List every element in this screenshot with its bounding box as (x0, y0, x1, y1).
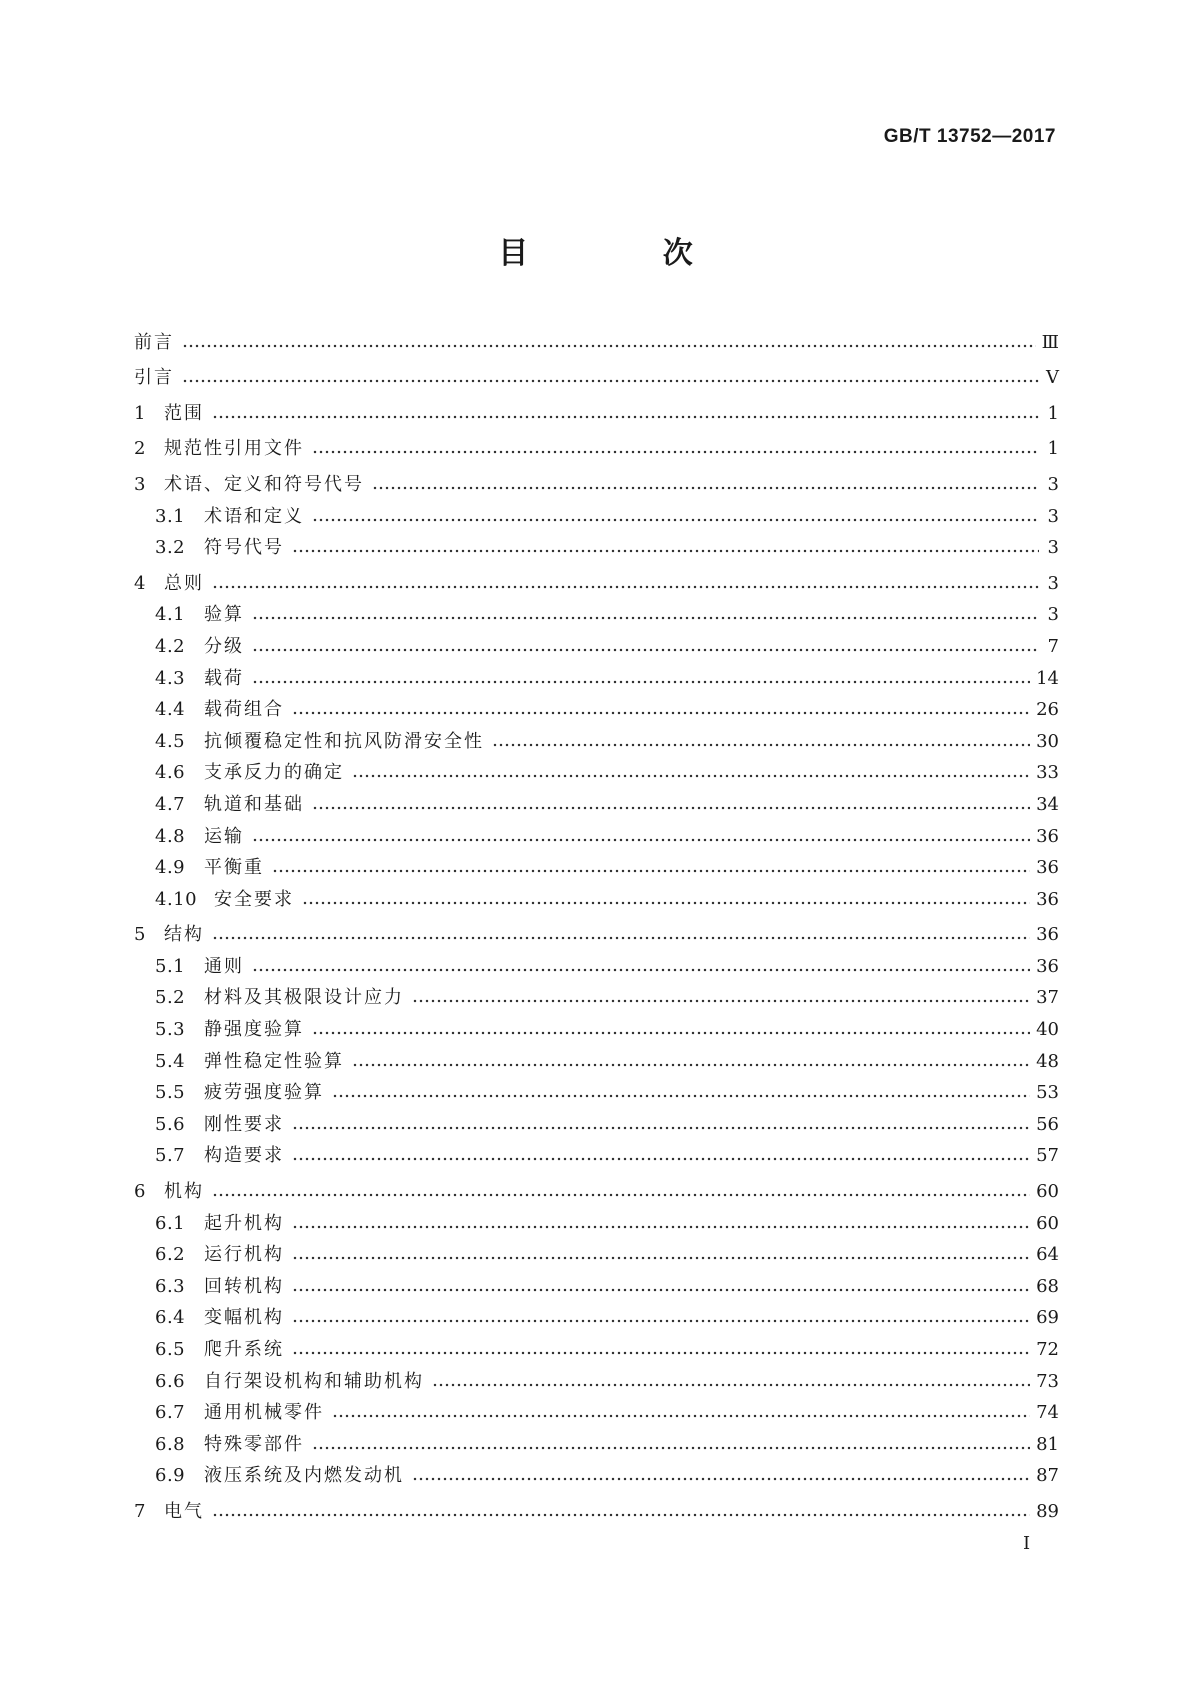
toc-entry-number: 6.4 (155, 1307, 186, 1329)
toc-entry-number: 5 (134, 924, 146, 946)
toc-entry[interactable] (134, 1298, 1059, 1330)
toc-entry-number: 4.8 (155, 825, 186, 847)
toc-entry[interactable] (134, 1136, 1059, 1168)
toc-entry-label: 分级 (204, 635, 244, 657)
toc-entry-number: 4.5 (155, 730, 186, 752)
dot-leader (212, 413, 1039, 421)
dot-leader (312, 804, 1030, 812)
dot-leader (272, 867, 1030, 875)
dot-leader (292, 1317, 1030, 1325)
toc-entry-number: 5.7 (155, 1145, 186, 1167)
page-title: 目 次 (498, 236, 755, 271)
toc-entry-label: 通用机械零件 (204, 1402, 324, 1424)
toc-entry[interactable] (134, 879, 1059, 911)
toc-entry[interactable] (134, 1491, 1059, 1523)
toc-entry-label: 材料及其极限设计应力 (204, 987, 404, 1009)
toc-entry-page: 64 (1036, 1244, 1059, 1266)
toc-entry-number: 3.2 (155, 537, 186, 559)
dot-leader (212, 583, 1039, 591)
toc-entry[interactable] (134, 1203, 1059, 1235)
toc-entry-page: 69 (1036, 1307, 1059, 1329)
table-of-contents (134, 322, 1059, 1523)
toc-entry-label: 液压系统及内燃发动机 (204, 1465, 404, 1487)
dot-leader (252, 836, 1030, 844)
toc-entry-page: 36 (1036, 924, 1059, 946)
toc-entry-label: 术语、定义和符号代号 (164, 473, 364, 495)
dot-leader (182, 377, 1039, 385)
toc-entry-page: 57 (1036, 1145, 1059, 1167)
toc-entry-label: 弹性稳定性验算 (204, 1050, 344, 1072)
toc-entry-page: 26 (1036, 699, 1059, 721)
toc-entry-page: 60 (1036, 1181, 1059, 1203)
dot-leader (252, 646, 1039, 654)
toc-entry-page: 36 (1036, 857, 1059, 879)
dot-leader (292, 1223, 1030, 1231)
toc-entry-label: 载荷 (204, 667, 244, 689)
toc-entry-label: 轨道和基础 (204, 793, 304, 815)
toc-entry-label: 变幅机构 (204, 1307, 284, 1329)
dot-leader (292, 1254, 1030, 1262)
toc-entry[interactable] (134, 1073, 1059, 1105)
dot-leader (312, 448, 1039, 456)
toc-entry-page: 33 (1036, 762, 1059, 784)
dot-leader (302, 899, 1030, 907)
dot-leader (292, 1124, 1030, 1132)
toc-entry-label: 符号代号 (204, 537, 284, 559)
toc-entry-label: 验算 (204, 604, 244, 626)
toc-entry-number: 6.8 (155, 1433, 186, 1455)
toc-entry-label: 疲劳强度验算 (204, 1082, 324, 1104)
toc-entry-number: 4.10 (155, 888, 198, 910)
dot-leader (212, 934, 1030, 942)
toc-entry-number: 2 (134, 438, 146, 460)
toc-entry-page: 53 (1036, 1082, 1059, 1104)
dot-leader (252, 614, 1039, 622)
toc-entry-number: 6.3 (155, 1275, 186, 1297)
toc-entry-page: 1 (1047, 402, 1059, 424)
toc-entry-page: 3 (1047, 473, 1059, 495)
toc-entry-page: 1 (1047, 438, 1059, 460)
toc-entry-label: 平衡重 (204, 857, 264, 879)
toc-entry-page: Ⅲ (1041, 331, 1059, 353)
toc-entry[interactable] (134, 946, 1059, 978)
toc-entry-number: 6.7 (155, 1402, 186, 1424)
page-number: I (1023, 1533, 1031, 1554)
toc-entry-number: 6.9 (155, 1465, 186, 1487)
toc-entry-number: 3 (134, 473, 146, 495)
dot-leader (292, 1155, 1030, 1163)
dot-leader (252, 966, 1030, 974)
toc-entry[interactable] (134, 464, 1059, 496)
dot-leader (412, 997, 1030, 1005)
dot-leader (292, 1286, 1030, 1294)
toc-entry-page: 81 (1036, 1433, 1059, 1455)
dot-leader (412, 1475, 1030, 1483)
toc-entry-label: 刚性要求 (204, 1113, 284, 1135)
toc-entry-number: 6.1 (155, 1212, 186, 1234)
toc-entry-number: 4.6 (155, 762, 186, 784)
toc-entry-page: 30 (1036, 730, 1059, 752)
toc-entry[interactable] (134, 658, 1059, 690)
toc-entry-page: 36 (1036, 888, 1059, 910)
toc-entry[interactable] (134, 784, 1059, 816)
toc-entry-page: 40 (1036, 1019, 1059, 1041)
toc-entry-label: 抗倾覆稳定性和抗风防滑安全性 (204, 730, 484, 752)
toc-entry-page: 48 (1036, 1050, 1059, 1072)
toc-entry-number: 6.6 (155, 1370, 186, 1392)
toc-entry-label: 回转机构 (204, 1275, 284, 1297)
dot-leader (492, 741, 1030, 749)
dot-leader (252, 678, 1030, 686)
toc-entry-label: 引言 (134, 367, 174, 389)
dot-leader (332, 1092, 1030, 1100)
toc-entry-number: 5.3 (155, 1019, 186, 1041)
toc-entry-number: 6 (134, 1181, 146, 1203)
toc-entry-page: 73 (1036, 1370, 1059, 1392)
toc-entry-label: 静强度验算 (204, 1019, 304, 1041)
toc-entry-number: 6.5 (155, 1339, 186, 1360)
toc-entry-number: 4.4 (155, 699, 186, 721)
toc-entry-number: 6.2 (155, 1244, 186, 1266)
toc-entry[interactable] (134, 322, 1059, 354)
toc-entry-page: 68 (1036, 1275, 1059, 1297)
toc-entry-page: 36 (1036, 825, 1059, 847)
dot-leader (372, 484, 1039, 492)
toc-entry[interactable] (134, 393, 1059, 425)
toc-entry[interactable] (134, 563, 1059, 595)
dot-leader (312, 1444, 1030, 1452)
toc-entry[interactable] (134, 1361, 1059, 1393)
toc-entry-label: 机构 (164, 1181, 204, 1203)
toc-entry[interactable] (134, 626, 1059, 658)
toc-entry-page: 7 (1047, 635, 1059, 657)
toc-entry-label: 总则 (164, 572, 204, 594)
toc-entry[interactable] (134, 496, 1059, 528)
toc-entry[interactable] (134, 1171, 1059, 1203)
toc-entry-number: 4 (134, 572, 146, 594)
toc-entry[interactable] (134, 1009, 1059, 1041)
toc-entry-label: 电气 (164, 1500, 204, 1522)
toc-entry-label: 特殊零部件 (204, 1433, 304, 1455)
toc-entry-number: 1 (134, 402, 146, 424)
toc-entry-number: 7 (134, 1500, 146, 1522)
toc-entry[interactable] (134, 1456, 1059, 1488)
toc-entry[interactable] (134, 358, 1059, 390)
toc-entry[interactable] (134, 429, 1059, 461)
toc-entry-label: 运行机构 (204, 1244, 284, 1266)
toc-entry-page: 36 (1036, 955, 1059, 977)
toc-entry-number: 4.2 (155, 635, 186, 657)
dot-leader (292, 709, 1030, 717)
dot-leader (352, 772, 1030, 780)
toc-entry-label: 起升机构 (204, 1212, 284, 1234)
toc-entry-label: 规范性引用文件 (164, 438, 304, 460)
dot-leader (292, 547, 1039, 555)
dot-leader (332, 1412, 1030, 1420)
toc-entry[interactable] (134, 528, 1059, 560)
toc-entry-page: 14 (1036, 667, 1059, 689)
toc-entry-label: 结构 (164, 924, 204, 946)
toc-entry-number: 4.1 (155, 604, 186, 626)
toc-entry-label: 爬升系统 (204, 1339, 284, 1360)
toc-entry-number: 4.9 (155, 857, 186, 879)
toc-entry-page: 56 (1036, 1113, 1059, 1135)
toc-entry[interactable] (134, 1104, 1059, 1136)
dot-leader (292, 1349, 1030, 1357)
toc-entry-label: 范围 (164, 402, 204, 424)
toc-entry[interactable] (134, 848, 1059, 880)
toc-entry[interactable] (134, 1041, 1059, 1073)
toc-entry[interactable] (134, 978, 1059, 1010)
toc-entry-page: 34 (1036, 793, 1059, 815)
toc-entry-number: 5.2 (155, 987, 186, 1009)
dot-leader (352, 1061, 1030, 1069)
toc-entry[interactable] (134, 721, 1059, 753)
toc-entry[interactable] (134, 1393, 1059, 1425)
dot-leader (212, 1191, 1030, 1199)
toc-entry-label: 术语和定义 (204, 505, 304, 527)
toc-entry-page: 3 (1047, 505, 1059, 527)
toc-entry-number: 5.6 (155, 1113, 186, 1135)
toc-entry-label: 安全要求 (214, 888, 294, 910)
toc-entry-number: 4.7 (155, 793, 186, 815)
toc-entry-page: Ⅴ (1046, 367, 1059, 389)
toc-entry-number: 5.4 (155, 1050, 186, 1072)
toc-entry-number: 3.1 (155, 505, 186, 527)
toc-entry-page: 3 (1047, 572, 1059, 594)
toc-entry-page: 37 (1036, 987, 1059, 1009)
toc-entry-label: 载荷组合 (204, 699, 284, 721)
toc-entry-page: 3 (1047, 537, 1059, 559)
dot-leader (312, 1029, 1030, 1037)
toc-entry[interactable] (134, 1266, 1059, 1298)
toc-entry[interactable] (134, 816, 1059, 848)
dot-leader (432, 1381, 1030, 1389)
toc-entry[interactable] (134, 915, 1059, 947)
toc-entry-label: 自行架设机构和辅助机构 (204, 1370, 424, 1392)
toc-entry[interactable] (134, 690, 1059, 722)
toc-entry-label: 运输 (204, 825, 244, 847)
toc-entry[interactable] (134, 753, 1059, 785)
toc-entry-label: 构造要求 (204, 1145, 284, 1167)
toc-entry-number: 4.3 (155, 667, 186, 689)
toc-entry-page: 60 (1036, 1212, 1059, 1234)
toc-entry-label: 通则 (204, 955, 244, 977)
toc-entry[interactable] (134, 595, 1059, 627)
toc-entry-label: 支承反力的确定 (204, 762, 344, 784)
toc-entry-page: 72 (1036, 1339, 1059, 1360)
toc-entry-page: 87 (1036, 1465, 1059, 1487)
toc-entry-label: 前言 (134, 331, 174, 353)
standard-code: GB/T 13752—2017 (883, 126, 1056, 147)
toc-entry-number: 5.1 (155, 955, 186, 977)
toc-entry-page: 3 (1047, 604, 1059, 626)
toc-entry[interactable] (134, 1235, 1059, 1267)
dot-leader (182, 342, 1036, 350)
toc-entry-page: 74 (1036, 1402, 1059, 1424)
toc-entry[interactable] (134, 1424, 1059, 1456)
toc-entry[interactable] (134, 1329, 1059, 1361)
dot-leader (312, 516, 1039, 524)
toc-entry-number: 5.5 (155, 1082, 186, 1104)
toc-entry-page: 89 (1036, 1500, 1059, 1522)
dot-leader (212, 1511, 1030, 1519)
